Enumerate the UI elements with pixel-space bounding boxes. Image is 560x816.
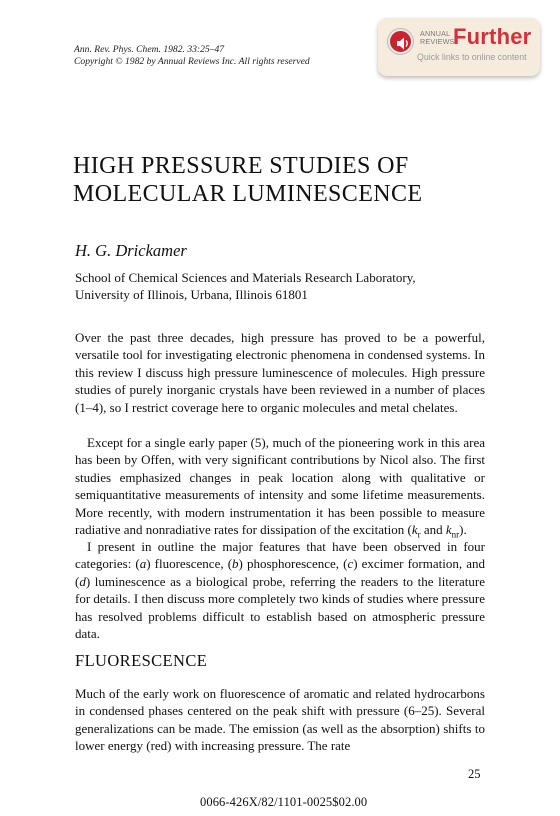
outline-letter-c: c	[347, 556, 354, 572]
badge-further-text: Further	[453, 24, 532, 49]
paragraph-outline	[75, 538, 485, 642]
citation-line-2: Copyright © 1982 by Annual Reviews Inc. All rights reserved	[74, 56, 310, 67]
author-affiliation	[75, 269, 416, 303]
affiliation-line-1: School of Chemical Sciences and Materials Research Laboratory,	[75, 270, 416, 285]
paragraph-fluorescence: Much of the early work on fluorescence of aromatic and related hydrocarbons in condensed phases centered on the peak shift with pressure (6–25). Several generalizations can be made. The emission (as well as the absorption) shifts to lower energy (red) with increasing pressure. The rate	[75, 686, 485, 754]
knr-symbol: k	[445, 522, 452, 538]
outline-letter-a: a	[139, 556, 147, 572]
annual-reviews-label	[420, 30, 455, 45]
outline-text-end: ) luminescence as a biological probe, referring the readers to the literature for details. I then discuss more completely two kinds of studies where pressure has resolved problems difficult to establish based on atmospheric pressure data.	[75, 573, 485, 642]
badge-reviews-text: REVIEWS	[420, 36, 455, 46]
paragraph-intro: Over the past three decades, high pressure has proved to be a powerful, versatile tool for investigating electronic phenomena in condensed systems. In this review I discuss high pressure luminescence of molecules. High pressure studies of purely inorganic crystals have been reviewed in a number of places (1–4), so I restrict coverage here to organic molecules and metal chelates.	[75, 330, 485, 415]
citation-line-1: Ann. Rev. Phys. Chem. 1982. 33:25–47	[74, 44, 225, 55]
outline-text-c: ) phosphorescence, (	[238, 556, 348, 572]
article-code: 0066-426X/82/1101-0025$02.00	[200, 795, 368, 809]
page-number: 25	[468, 767, 481, 781]
title-line-1: HIGH PRESSURE STUDIES OF	[73, 153, 409, 179]
kr-symbol: k	[411, 522, 418, 538]
outline-letter-b: b	[232, 556, 239, 572]
further-links-badge[interactable]	[378, 18, 540, 76]
speaker-icon	[388, 29, 413, 54]
outline-text-b: ) fluorescence, (	[146, 556, 233, 572]
journal-citation	[74, 44, 310, 68]
title-line-2: MOLECULAR LUMINESCENCE	[73, 181, 423, 207]
article-title	[73, 152, 422, 208]
knr-subscript: nr	[451, 529, 460, 540]
affiliation-line-2: University of Illinois, Urbana, Illinois 61801	[75, 287, 308, 302]
badge-annual-text: ANNUAL	[420, 29, 451, 38]
outline-text-d: ) excimer formation, and (	[75, 556, 485, 589]
kr-subscript: r	[417, 529, 421, 540]
author-name: H. G. Drickamer	[75, 241, 187, 260]
paragraph-history	[75, 434, 485, 544]
and-word: and	[420, 522, 446, 538]
section-heading-fluorescence: FLUORESCENCE	[75, 651, 208, 670]
paragraph-history-text: Except for a single early paper (5), much of the pioneering work in this area has been by Offen, with very significant contributions by Nicol also. The first studies emphasized changes in peak location along with qualitative or semiquantitative measurements of intensity and some lifetime measurements. More recently, with modern instrumentation it has been possible to measure radiative and nonradiative rates for dissipation of the excitation (	[75, 435, 485, 538]
badge-subtitle: Quick links to online content	[417, 52, 527, 62]
outline-letter-d: d	[79, 573, 86, 589]
paragraph-history-end: ).	[459, 522, 467, 538]
outline-text-a: I present in outline the major features that have been observed in four categories: (	[75, 539, 485, 572]
